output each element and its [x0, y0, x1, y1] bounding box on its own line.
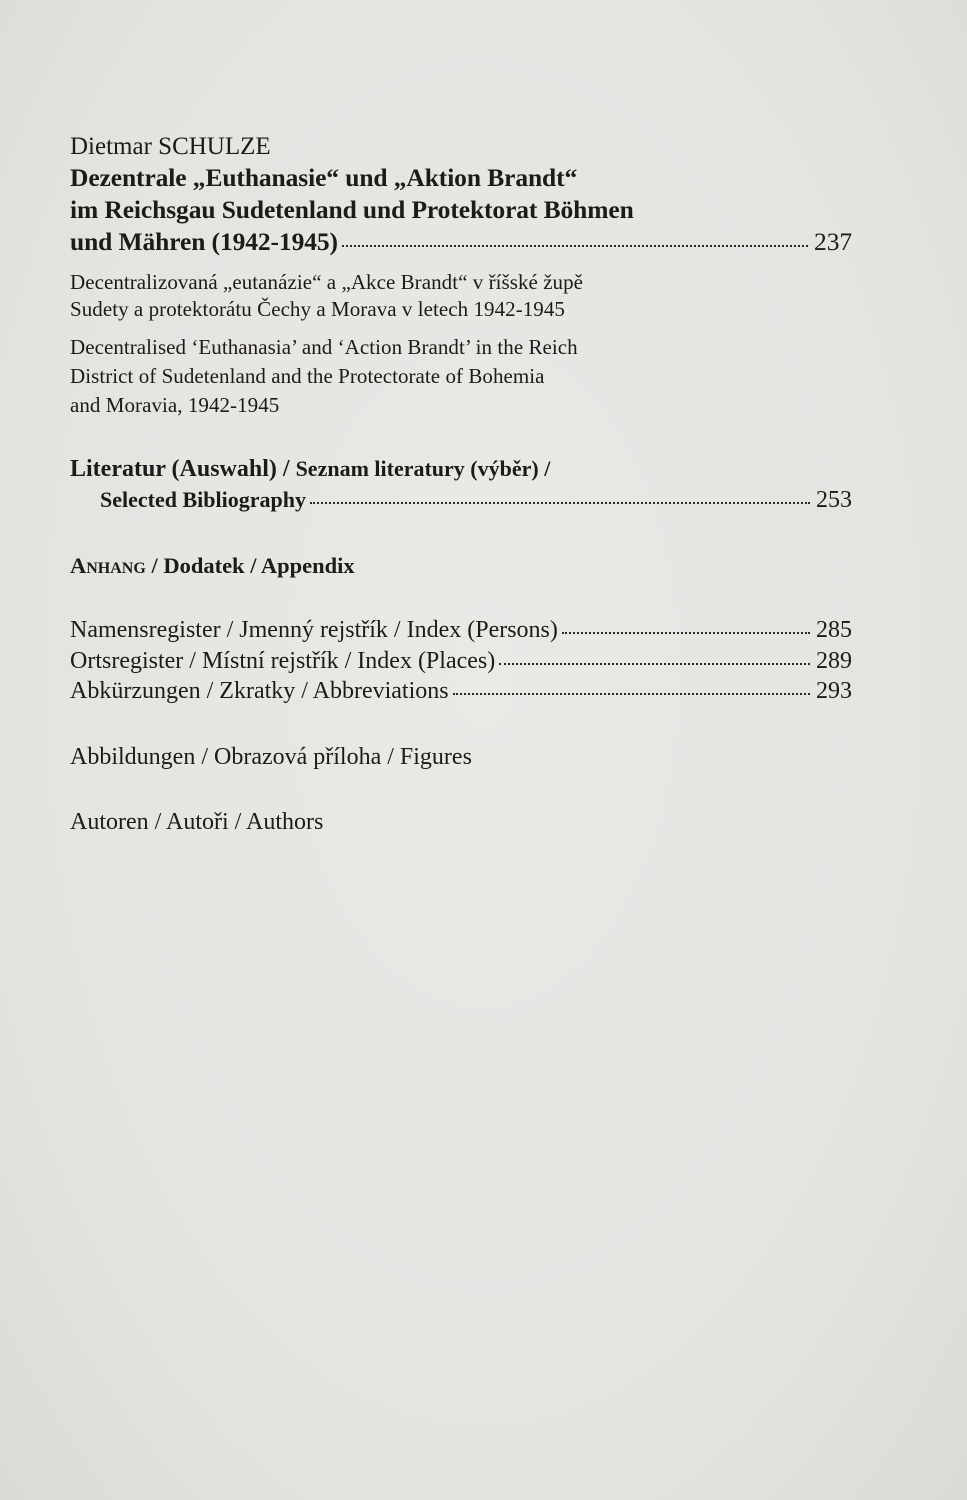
dot-leader: [453, 693, 810, 695]
dot-leader: [562, 632, 810, 634]
dot-leader: [499, 663, 810, 665]
bibliography-english: Selected Bibliography: [100, 487, 306, 512]
appendix-heading-rest: / Dodatek / Appendix: [151, 553, 355, 578]
abbreviations-entry[interactable]: [70, 678, 852, 705]
czech-title-line-2: Sudety a protektorátu Čechy a Morava v letech 1942-1945: [70, 297, 565, 321]
index-persons-entry[interactable]: [70, 617, 852, 644]
appendix-heading: [70, 553, 852, 579]
index-persons-page: 285: [816, 617, 852, 643]
abbreviations-label: Abkürzungen / Zkratky / Abbreviations: [70, 678, 449, 704]
appendix-heading-smallcaps: Anhang: [70, 553, 146, 578]
bibliography-line-2[interactable]: [100, 487, 852, 514]
czech-title-line-1: Decentralizovaná „eutanázie“ a „Akce Brandt“ v říšské župě: [70, 270, 584, 294]
abbreviations-page: 293: [816, 678, 852, 704]
article-page-number: 237: [814, 227, 852, 256]
article-title-line-1: Dezentrale „Euthanasie“ und „Aktion Brandt“: [70, 163, 578, 192]
bibliography-line-1: [70, 456, 852, 483]
index-places-page: 289: [816, 648, 852, 674]
dot-leader: [310, 502, 810, 504]
article-title-line-3[interactable]: [70, 227, 852, 257]
index-places-label: Ortsregister / Místní rejstřík / Index (Places): [70, 648, 496, 674]
author-first-name: Dietmar: [70, 133, 152, 160]
index-persons-label: Namensregister / Jmenný rejstřík / Index (Persons): [70, 617, 558, 643]
index-places-entry[interactable]: [70, 648, 852, 675]
article-author: [70, 133, 852, 161]
article-title-line-2: im Reichsgau Sudetenland und Protektorat Böhmen: [70, 195, 634, 224]
bibliography-page-number: 253: [816, 487, 852, 513]
bibliography-german: Literatur (Auswahl) /: [70, 456, 290, 482]
dot-leader: [342, 245, 808, 247]
bibliography-czech: Seznam literatury (výběr) /: [295, 456, 551, 481]
english-title-line-2: District of Sudetenland and the Protectorate of Bohemia: [70, 364, 545, 388]
english-title-line-3: and Moravia, 1942-1945: [70, 393, 280, 417]
author-last-name: SCHULZE: [158, 133, 271, 160]
english-title-line-1: Decentralised ‘Euthanasia’ and ‘Action Brandt’ in the Reich: [70, 335, 578, 359]
article-title-text: und Mähren (1942-1945): [70, 227, 338, 256]
figures-entry[interactable]: Abbildungen / Obrazová příloha / Figures: [70, 744, 472, 770]
authors-entry[interactable]: Autoren / Autoři / Authors: [70, 809, 324, 835]
